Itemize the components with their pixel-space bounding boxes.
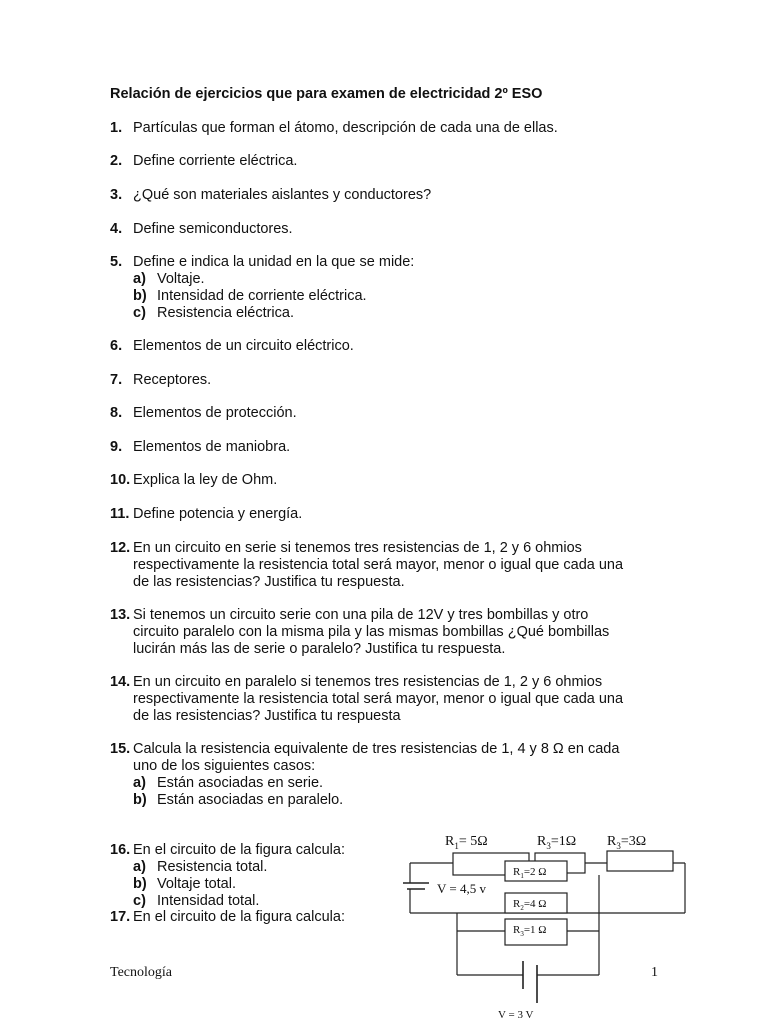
- question-3: 3. ¿Qué son materiales aislantes y conductores?: [110, 187, 432, 203]
- question-17: 17. En el circuito de la figura calcula:: [110, 909, 345, 925]
- question-16: 16. En el circuito de la figura calcula: a) Resistencia total. b) Voltaje total. c) Intensidad total.: [110, 842, 345, 909]
- page-number: 1: [651, 965, 658, 980]
- question-1: 1. Partículas que forman el átomo, descripción de cada una de ellas.: [110, 120, 558, 136]
- sub-item: a) Están asociadas en serie.: [133, 775, 324, 791]
- label-r3-box: $R_3=1$ Ω: [513, 924, 547, 938]
- label-r2-box: $R_2=4$ Ω: [513, 898, 547, 912]
- page-title: Relación de ejercicios que para examen de electricidad 2º ESO: [110, 86, 543, 102]
- question-12: 12. En un circuito en serie si tenemos tres resistencias de 1, 2 y 6 ohmios respectivamente la resistencia total será mayor, menor o igual que cada una de las resistencias? Justifica tu respuesta.: [110, 540, 624, 590]
- resistor-r3b-top: [607, 851, 673, 871]
- sub-item: c) Resistencia eléctrica.: [133, 305, 294, 321]
- sub-item: b) Intensidad de corriente eléctrica.: [133, 288, 367, 304]
- question-2: 2. Define corriente eléctrica.: [110, 153, 298, 169]
- question-8: 8. Elementos de protección.: [110, 405, 297, 421]
- label-r1-top: $R_1= 5\Omega$: [445, 834, 488, 851]
- question-5: 5. Define e indica la unidad en la que se mide: a) Voltaje. b) Intensidad de corriente eléctrica. c) Resistencia eléctrica.: [110, 254, 415, 321]
- sub-item: a) Resistencia total.: [133, 859, 268, 875]
- circuit-diagram: [395, 825, 695, 1025]
- question-14: 14. En un circuito en paralelo si tenemos tres resistencias de 1, 2 y 6 ohmios respectivamente la resistencia total será mayor, menor o igual que cada una de las resistencias? Justifica tu respuesta: [110, 674, 624, 724]
- label-r3b-top: $R_3=3\Omega$: [607, 834, 647, 851]
- question-9: 9. Elementos de maniobra.: [110, 439, 291, 455]
- label-voltage-1: V = 4,5 v: [437, 881, 486, 896]
- question-7: 7. Receptores.: [110, 372, 212, 388]
- question-11: 11. Define potencia y energía.: [110, 506, 303, 522]
- sub-item: b) Voltaje total.: [133, 876, 236, 892]
- question-10: 10. Explica la ley de Ohm.: [110, 472, 278, 488]
- sub-item: a) Voltaje.: [133, 271, 205, 287]
- question-4: 4. Define semiconductores.: [110, 221, 293, 237]
- label-voltage-2: V = 3 V: [498, 1009, 534, 1021]
- question-13: 13. Si tenemos un circuito serie con una pila de 12V y tres bombillas y otro circuito paralelo con la misma pila y las mismas bombillas ¿Qué bombillas lucirán más las de serie o paralelo? Justifica tu respuesta.: [110, 607, 610, 657]
- sub-item: b) Están asociadas en paralelo.: [133, 792, 344, 808]
- question-15: 15. Calcula la resistencia equivalente de tres resistencias de 1, 4 y 8 Ω en cada uno de los siguientes casos: a) Están asociadas en serie. b) Están asociadas en paralelo.: [110, 741, 620, 808]
- label-r1-box: $R_1=2$ Ω: [513, 866, 547, 880]
- footer-subject: Tecnología: [110, 965, 172, 980]
- question-6: 6. Elementos de un circuito eléctrico.: [110, 338, 354, 354]
- sub-item: c) Intensidad total.: [133, 893, 260, 909]
- label-r3-top: $R_3=1\Omega$: [537, 834, 577, 851]
